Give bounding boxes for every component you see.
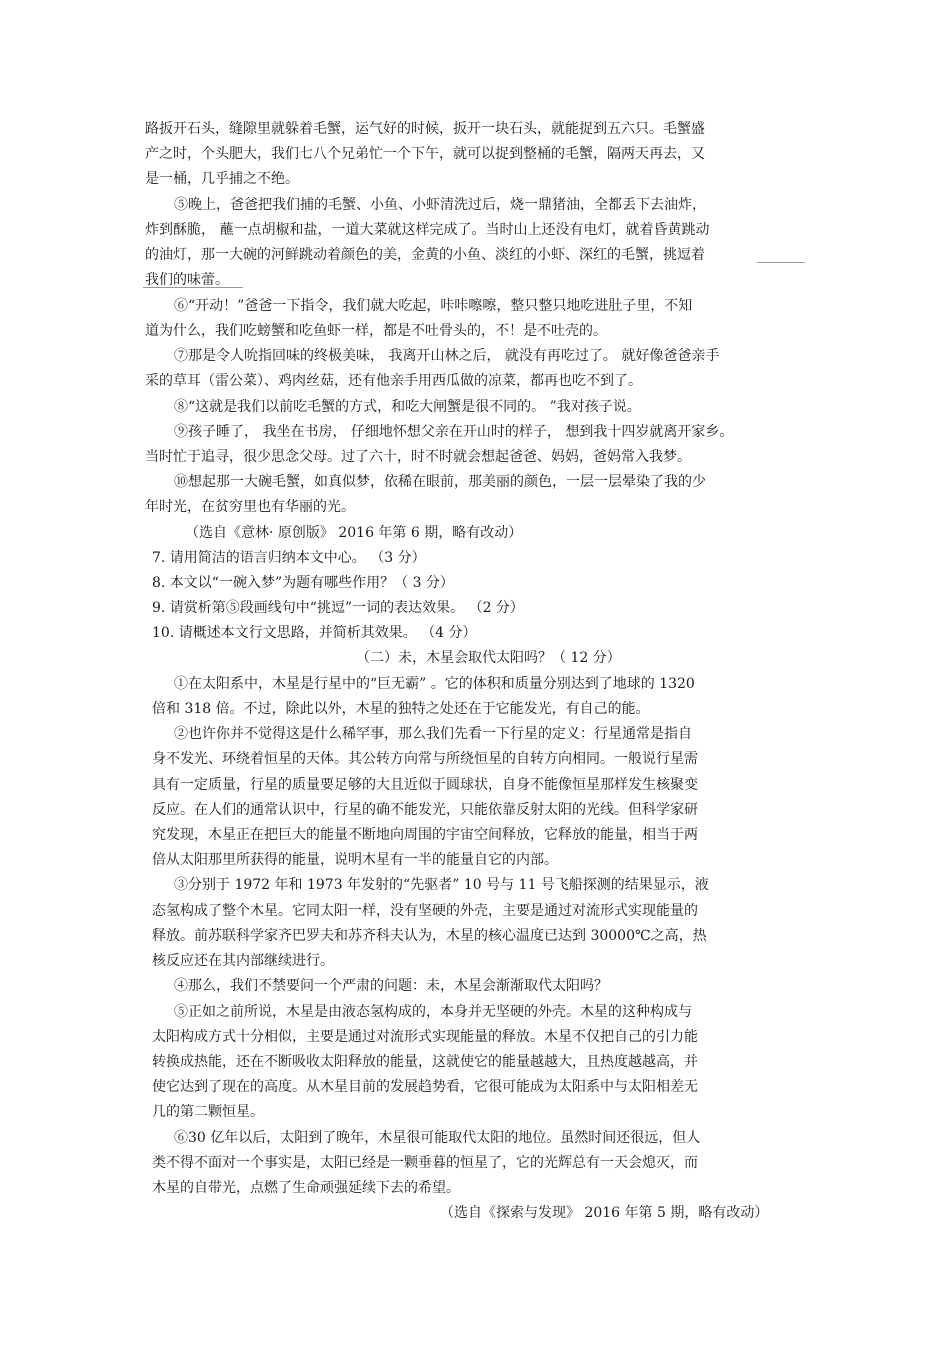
- text-line: 产之时，个头肥大，我们七八个兄弟忙一个下午，就可以捉到整桶的毛蟹，隔两天再去，又: [145, 146, 705, 162]
- text-line: 的油灯，那一大碗的河鲜跳动着颜色的美，金黄的小鱼、淡红的小虾、深红的毛蟹，挑逗着: [145, 247, 705, 263]
- text-line: ④那么，我们不禁要问一个严肃的问题：未，木星会渐渐取代太阳吗？: [174, 978, 608, 994]
- text-line: ⑦那是令人吮指回味的终极美味， 我离开山林之后， 就没有再吃过了。 就好像爸爸亲手: [174, 348, 720, 364]
- text-line: 态氢构成了整个木星。它同太阳一样，没有坚硬的外壳，主要是通过对流形式实现能量的: [152, 903, 698, 919]
- question-9: 9. 请赏析第⑤段画线句中“挑逗”一词的表达效果。 （2 分）: [152, 600, 524, 616]
- text-line: ③分别于 1972 年和 1973 年发射的“先驱者” 10 号与 11 号飞船探测的结果显示，液: [174, 877, 709, 893]
- source-citation: （选自《意林· 原创版》 2016 年第 6 期，略有改动）: [185, 525, 523, 541]
- text-line: 太阳构成方式十分相似，主要是通过对流形式实现能量的释放。木星不仅把自己的引力能: [152, 1029, 698, 1045]
- question-10: 10. 请概述本文行文思路，并简析其效果。 （4 分）: [152, 625, 477, 641]
- text-line: 身不发光、环绕着恒星的天体。其公转方向常与所绕恒星的自转方向相同。一般说行星需: [152, 751, 698, 767]
- text-line: 几的第二颗恒星。: [152, 1104, 264, 1120]
- text-line: 具有一定质量，行星的质量要足够的大且近似于圆球状，自身不能像恒星那样发生核聚变: [152, 777, 698, 793]
- text-line: ⑤晚上，爸爸把我们捕的毛蟹、小鱼、小虾清洗过后，烧一鼎猪油，全都丢下去油炸，: [174, 197, 706, 213]
- text-line: ①在太阳系中，木星是行星中的“巨无霸” 。它的体积和质量分别达到了地球的 1320: [174, 676, 695, 692]
- text-line: 路扳开石头，缝隙里就躲着毛蟹，运气好的时候，扳开一块石头，就能捉到五六只。毛蟹盛: [145, 121, 705, 137]
- text-line: ⑩想起那一大碗毛蟹，如真似梦，依稀在眼前，那美丽的颜色，一层一层晕染了我的少: [174, 474, 706, 490]
- text-line: 是一桶，几乎捕之不绝。: [145, 171, 299, 187]
- text-line: ⑨孩子睡了， 我坐在书房， 仔细地怀想父亲在开山时的样子， 想到我十四岁就离开家乡。: [174, 424, 734, 440]
- section-title: （二）未，木星会取代太阳吗？（ 12 分）: [356, 650, 621, 666]
- source-citation: （选自《探索与发现》 2016 年第 5 期，略有改动）: [440, 1205, 769, 1221]
- text-line: ⑥30 亿年以后，太阳到了晚年，木星很可能取代太阳的地位。虽然时间还很远，但人: [174, 1130, 701, 1146]
- question-7: 7. 请用简洁的语言归纳本文中心。 （3 分）: [152, 550, 426, 566]
- text-line: 转换成热能，还在不断吸收太阳释放的能量，这就使它的能量越越大，且热度越越高，并: [152, 1054, 698, 1070]
- text-line: 倍和 318 倍。不过，除此以外，木星的独特之处还在于它能发光，有自己的能。: [152, 701, 650, 717]
- text-line: 核反应还在其内部继续进行。: [152, 953, 334, 969]
- text-line: 使它达到了现在的高度。从木星目前的发展趋势看，它很可能成为太阳系中与太阳相差无: [152, 1079, 698, 1095]
- text-line: 年时光，在贫穷里也有华丽的光。: [145, 499, 355, 515]
- text-line: 释放。前苏联科学家齐巴罗夫和苏齐科夫认为，木星的核心温度已达到 30000℃之高，热: [152, 928, 707, 944]
- text-line: 究发现，木星正在把巨大的能量不断地向周围的宇宙空间释放，它释放的能量，相当于两: [152, 827, 698, 843]
- text-line: 倍从太阳那里所获得的能量，说明木星有一半的能量自它的内部。: [152, 852, 558, 868]
- text-line: 反应。在人们的通常认识中，行星的确不能发光，只能依靠反射太阳的光线。但科学家研: [152, 802, 698, 818]
- text-line: 采的草耳（雷公菜）、鸡肉丝菇，还有他亲手用西瓜做的凉菜，都再也吃不到了。: [145, 373, 642, 389]
- text-line: 炸到酥脆， 蘸一点胡椒和盐，一道大菜就这样完成了。当时山上还没有电灯，就着昏黄跳动: [145, 222, 710, 238]
- text-line: 我们的味蕾。: [145, 272, 229, 288]
- underline-mark: [757, 262, 805, 265]
- text-line: 当时忙于追寻，很少思念父母。过了六十，时不时就会想起爸爸、妈妈，爸妈常入我梦。: [145, 449, 691, 465]
- text-line: ⑧“这就是我们以前吃毛蟹的方式，和吃大闸蟹是很不同的。 ”我对孩子说。: [174, 399, 641, 415]
- text-line: ⑥“开动！”爸爸一下指令，我们就大吃起，咔咔嚓嚓，整只整只地吃进肚子里，不知: [174, 298, 693, 314]
- text-line: ⑤正如之前所说，木星是由液态氢构成的，本身并无坚硬的外壳。木星的这种构成与: [174, 1004, 692, 1020]
- question-8: 8. 本文以“一碗入梦”为题有哪些作用？（ 3 分）: [152, 575, 454, 591]
- text-line: 类不得不面对一个事实是，太阳已经是一颗垂暮的恒星了，它的光辉总有一天会熄灭，而: [152, 1155, 698, 1171]
- text-line: 道为什么，我们吃螃蟹和吃鱼虾一样，都是不吐骨头的，不！是不吐壳的。: [145, 323, 607, 339]
- text-line: ②也许你并不觉得这是什么稀罕事，那么我们先看一下行星的定义：行星通常是指自: [174, 726, 692, 742]
- text-line: 木星的自带光，点燃了生命顽强延续下去的希望。: [152, 1180, 460, 1196]
